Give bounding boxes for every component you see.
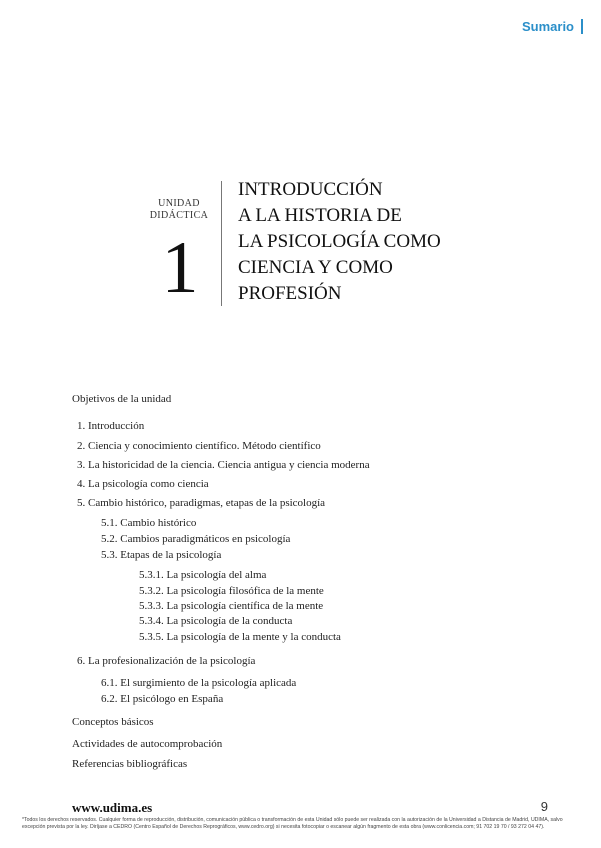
toc-item-5-3-2[interactable]: 5.3.2. La psicología filosófica de la mente — [139, 585, 324, 597]
toc-item-5[interactable]: 5. Cambio histórico, paradigmas, etapas de la psicología — [77, 497, 326, 509]
unit-title-line: CIENCIA Y COMO — [238, 257, 393, 278]
footer-url[interactable]: www.udima.es — [72, 800, 153, 815]
toc-item-5-3-1[interactable]: 5.3.1. La psicología del alma — [139, 569, 267, 581]
page-number: 9 — [540, 799, 548, 814]
unit-label-line2: DIDÁCTICA — [149, 210, 209, 221]
toc-item-5-3[interactable]: 5.3. Etapas de la psicología — [101, 549, 222, 561]
toc-item-1[interactable]: 1. Introducción — [77, 420, 145, 432]
unit-label — [148, 198, 210, 222]
unit-title-line: LA PSICOLOGÍA COMO — [238, 231, 441, 252]
toc-item-5-3-3[interactable]: 5.3.3. La psicología científica de la mente — [139, 600, 324, 612]
toc-item-referencias[interactable]: Referencias bibliográficas — [72, 758, 188, 770]
legal-notice: *Todos los derechos reservados. Cualquier forma de reproducción, distribución, comunicación pública o transformación de esta Unidad sólo puede ser realizada con la autorización de la Universidad a Distancia de Madrid, UDIMA, salvo excepción prevista por la ley. Diríjase a CEDRO (Centro Español de Derechos Reprográficos, www.cedro.org) si necesita fotocopiar o escanear algún fragmento de esta obra (www.conlicencia.com; 91 702 19 70 / 93 272 04 47). — [22, 817, 563, 830]
toc-item-actividades[interactable]: Actividades de autocomprobación — [72, 738, 223, 750]
unit-title — [238, 177, 568, 307]
toc-item-3[interactable]: 3. La historicidad de la ciencia. Ciencia antigua y ciencia moderna — [77, 459, 370, 471]
toc-item-5-3-5[interactable]: 5.3.5. La psicología de la mente y la conducta — [139, 631, 341, 643]
toc-item-2[interactable]: 2. Ciencia y conocimiento científico. Método científico — [77, 440, 321, 452]
unit-title-line: PROFESIÓN — [238, 283, 342, 304]
toc-item-5-2[interactable]: 5.2. Cambios paradigmáticos en psicología — [101, 533, 291, 545]
unit-label-line1: UNIDAD — [158, 198, 200, 209]
toc-item-objetivos[interactable]: Objetivos de la unidad — [72, 393, 172, 405]
toc-item-6-1[interactable]: 6.1. El surgimiento de la psicología aplicada — [101, 677, 297, 689]
toc-item-5-3-4[interactable]: 5.3.4. La psicología de la conducta — [139, 615, 293, 627]
sumario-link[interactable]: Sumario — [522, 19, 583, 34]
toc-item-6-2[interactable]: 6.2. El psicólogo en España — [101, 693, 224, 705]
toc-item-4[interactable]: 4. La psicología como ciencia — [77, 478, 209, 490]
toc-item-6[interactable]: 6. La profesionalización de la psicología — [77, 655, 256, 667]
toc-item-5-1[interactable]: 5.1. Cambio histórico — [101, 517, 197, 529]
unit-title-line: INTRODUCCIÓN — [238, 179, 383, 200]
unit-number: 1 — [161, 227, 199, 309]
toc-item-conceptos[interactable]: Conceptos básicos — [72, 716, 154, 728]
unit-title-line: A LA HISTORIA DE — [238, 205, 402, 226]
title-divider — [221, 181, 222, 306]
